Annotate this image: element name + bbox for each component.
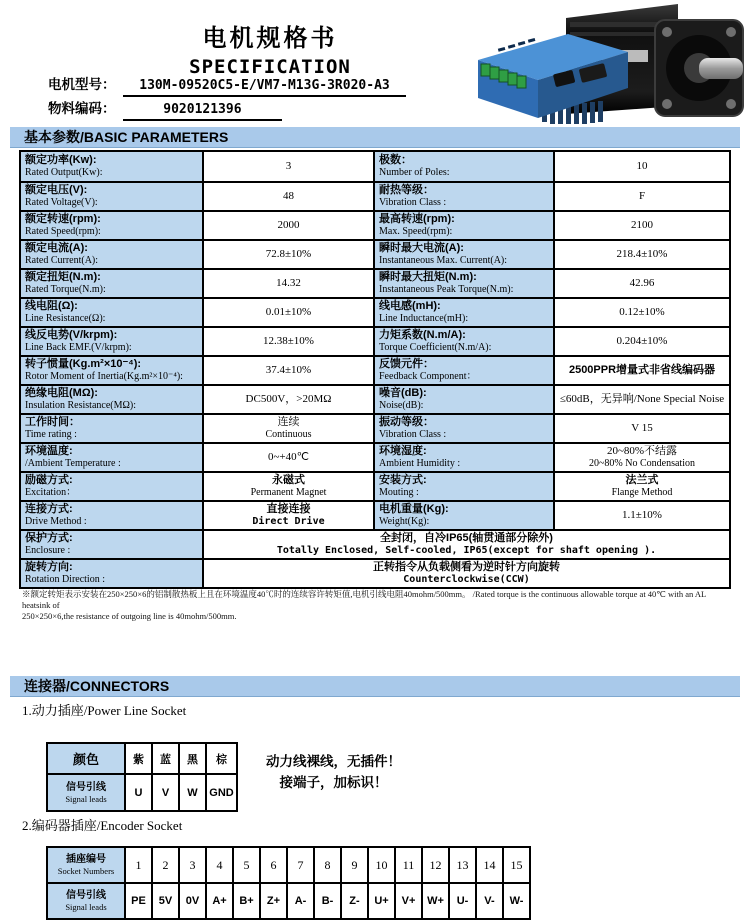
param-label-cell: 额定电压(V): Rated Voltage(V): — [21, 181, 202, 210]
param-label-cell: 转子惯量(Kg.m²×10⁻⁴): Rotor Moment of Inertia(Kg.m²×10⁻⁴): — [21, 355, 202, 384]
param-label-cell: 额定扭矩(N.m): Rated Torque(N.m): — [21, 268, 202, 297]
wire-color-cell: 黑 — [180, 744, 205, 773]
table-row — [21, 355, 729, 384]
table-row — [21, 152, 729, 181]
encoder-signal-cell: 5V — [153, 884, 178, 918]
table-row — [21, 297, 729, 326]
socket-number-cell: 15 — [504, 848, 529, 882]
encoder-signal-cell: PE — [126, 884, 151, 918]
power-socket-heading: 1.动力插座/Power Line Socket — [22, 703, 187, 718]
color-row-label: 颜色 — [48, 744, 124, 773]
param-label-cell: 绝缘电阻(MΩ): Insulation Resistance(MΩ): — [21, 384, 202, 413]
param-value-cell: 20~80%不结露 20~80% No Condensation — [553, 442, 729, 471]
param-label-cell: 线电感(mH): Line Inductance(mH): — [373, 297, 553, 326]
table-row — [21, 442, 729, 471]
param-label-cell: 环境湿度: Ambient Humidity : — [373, 442, 553, 471]
power-signal-cell: W — [180, 775, 205, 810]
table-row — [21, 181, 729, 210]
param-label-cell: 电机重量(Kg): Weight(Kg): — [373, 500, 553, 529]
encoder-signal-cell: 0V — [180, 884, 205, 918]
param-label-cell: 安装方式: Mouting : — [373, 471, 553, 500]
param-label-cell: 旋转方向: Rotation Direction : — [21, 558, 202, 587]
material-code-value: 9020121396 — [123, 102, 281, 121]
socket-number-cell: 11 — [396, 848, 421, 882]
param-value-cell: 2500PPR增量式非省线编码器 — [553, 355, 729, 384]
material-code-label: 物料编码： — [48, 101, 116, 116]
param-value-cell: ≤60dB，无异响/None Special Noise — [553, 384, 729, 413]
table-row — [21, 239, 729, 268]
signal-row-label: 信号引线 Signal leads — [48, 775, 124, 810]
socket-number-cell: 8 — [315, 848, 340, 882]
socket-number-cell: 4 — [207, 848, 232, 882]
basic-parameters-section-header: 基本参数/BASIC PARAMETERS — [10, 127, 740, 148]
param-value-cell-merged: 全封闭，自冷IP65(轴贯通部分除外) Totally Enclosed, Self-cooled, IP65(except for shaft opening ). — [202, 529, 729, 558]
param-value-cell: 1.1±10% — [553, 500, 729, 529]
param-value-cell: 72.8±10% — [202, 239, 373, 268]
power-socket-table — [46, 742, 238, 812]
param-value-cell: 3 — [202, 152, 373, 181]
socket-number-cell: 5 — [234, 848, 259, 882]
table-row-rotation — [21, 558, 729, 587]
motor-shaft — [699, 58, 743, 79]
socket-number-cell: 7 — [288, 848, 313, 882]
socket-number-cell: 1 — [126, 848, 151, 882]
param-label-cell: 励磁方式: Excitation： — [21, 471, 202, 500]
param-value-cell: 0~+40℃ — [202, 442, 373, 471]
param-label-cell: 瞬时最大电流(A): Instantaneous Max. Current(A): — [373, 239, 553, 268]
param-label-cell: 额定功率(Kw): Rated Output(Kw): — [21, 152, 202, 181]
param-value-cell-merged: 正转指令从负载侧看为逆时针方向旋转 Counterclockwise(CCW) — [202, 558, 729, 587]
wire-color-cell: 蓝 — [153, 744, 178, 773]
motor-model-line — [48, 73, 406, 97]
param-value-cell: 14.32 — [202, 268, 373, 297]
power-signal-cell: U — [126, 775, 151, 810]
param-value-cell: 10 — [553, 152, 729, 181]
table-row — [21, 413, 729, 442]
param-value-cell: 直接连接 Direct Drive — [202, 500, 373, 529]
param-value-cell: 2000 — [202, 210, 373, 239]
param-value-cell: 37.4±10% — [202, 355, 373, 384]
table-row — [21, 500, 729, 529]
param-value-cell: DC500V，>20MΩ — [202, 384, 373, 413]
socket-number-cell: 2 — [153, 848, 178, 882]
socket-number-cell: 10 — [369, 848, 394, 882]
param-value-cell: 法兰式 Flange Method — [553, 471, 729, 500]
param-value-cell: 2100 — [553, 210, 729, 239]
encoder-signal-cell: W+ — [423, 884, 448, 918]
encoder-signal-cell: W- — [504, 884, 529, 918]
socket-number-cell: 13 — [450, 848, 475, 882]
material-code-line — [48, 97, 282, 121]
motor-model-value: 130M-09520C5-E/VM7-M13G-3R020-A3 — [123, 78, 405, 97]
power-wire-note: 动力线裸线，无插件！ 接端子，加标识！ — [266, 754, 401, 790]
rated-torque-footnote: ※额定转矩表示安装在250×250×6的铝制散热板上且在环境温度40℃时的连续容许转矩值,电机引线电阻40mohm/500mm。 /Rated torque is the continuous allowable torque at 40℃ with an AL heatsink of 250×250×6,the resistance of outgoing line is 40mohm/500mm. — [22, 589, 706, 621]
encoder-socket-heading: 2.编码器插座/Encoder Socket — [22, 818, 183, 833]
basic-parameters-table — [19, 150, 731, 589]
power-signal-cell: GND — [207, 775, 236, 810]
param-label-cell: 额定电流(A): Rated Current(A): — [21, 239, 202, 268]
encoder-signal-cell: B+ — [234, 884, 259, 918]
param-label-cell: 反馈元件： Feedback Component： — [373, 355, 553, 384]
socket-number-row-label: 插座编号 Socket Numbers — [48, 848, 124, 882]
table-row — [21, 471, 729, 500]
param-label-cell: 最高转速(rpm): Max. Speed(rpm): — [373, 210, 553, 239]
encoder-signal-cell: V- — [477, 884, 502, 918]
param-value-cell: 48 — [202, 181, 373, 210]
param-value-cell: 0.01±10% — [202, 297, 373, 326]
socket-number-cell: 6 — [261, 848, 286, 882]
param-value-cell: 218.4±10% — [553, 239, 729, 268]
encoder-signal-cell: A+ — [207, 884, 232, 918]
table-row — [21, 268, 729, 297]
wire-color-cell: 棕 — [207, 744, 236, 773]
table-row-enclosure — [21, 529, 729, 558]
title-chinese: 电机规格书 — [202, 25, 338, 52]
param-label-cell: 额定转速(rpm): Rated Speed(rpm): — [21, 210, 202, 239]
param-value-cell: F — [553, 181, 729, 210]
encoder-signal-cell: Z+ — [261, 884, 286, 918]
param-label-cell: 线电阻(Ω): Line Resistance(Ω): — [21, 297, 202, 326]
title-english: SPECIFICATION — [189, 56, 351, 78]
param-label-cell: 环境温度: /Ambient Temperature : — [21, 442, 202, 471]
param-label-cell: 力矩系数(N.m/A): Torque Coefficient(N.m/A): — [373, 326, 553, 355]
motor-model-label: 电机型号： — [48, 77, 116, 92]
param-value-cell: V 15 — [553, 413, 729, 442]
param-label-cell: 线反电势(V/krpm): Line Back EMF.(V/krpm): — [21, 326, 202, 355]
encoder-signal-cell: V+ — [396, 884, 421, 918]
param-label-cell: 振动等级： Vibration Class : — [373, 413, 553, 442]
product-photo — [470, 0, 748, 124]
param-value-cell: 永磁式 Permanent Magnet — [202, 471, 373, 500]
signal-row-label: 信号引线 Signal leads — [48, 884, 124, 918]
wire-color-cell: 紫 — [126, 744, 151, 773]
param-label-cell: 瞬时最大扭矩(N.m): Instantaneous Peak Torque(N.m): — [373, 268, 553, 297]
encoder-signal-cell: A- — [288, 884, 313, 918]
encoder-signal-cell: B- — [315, 884, 340, 918]
table-row — [21, 210, 729, 239]
param-value-cell: 0.204±10% — [553, 326, 729, 355]
encoder-signal-cell: U+ — [369, 884, 394, 918]
connectors-section-header: 连接器/CONNECTORS — [10, 676, 740, 697]
encoder-socket-table — [46, 846, 531, 920]
table-row — [21, 326, 729, 355]
socket-number-cell: 3 — [180, 848, 205, 882]
param-label-cell: 耐热等级： Vibration Class : — [373, 181, 553, 210]
param-label-cell: 工作时间： Time rating : — [21, 413, 202, 442]
param-label-cell: 极数： Number of Poles: — [373, 152, 553, 181]
encoder-signal-cell: Z- — [342, 884, 367, 918]
power-signal-cell: V — [153, 775, 178, 810]
socket-number-cell: 9 — [342, 848, 367, 882]
encoder-signal-cell: U- — [450, 884, 475, 918]
param-value-cell: 42.96 — [553, 268, 729, 297]
param-label-cell: 保护方式: Enclosure : — [21, 529, 202, 558]
param-value-cell: 0.12±10% — [553, 297, 729, 326]
table-row — [21, 384, 729, 413]
param-label-cell: 连接方式: Drive Method : — [21, 500, 202, 529]
socket-number-cell: 14 — [477, 848, 502, 882]
param-label-cell: 噪音(dB): Noise(dB): — [373, 384, 553, 413]
document-title — [110, 18, 430, 78]
socket-number-cell: 12 — [423, 848, 448, 882]
param-value-cell: 连续 Continuous — [202, 413, 373, 442]
param-value-cell: 12.38±10% — [202, 326, 373, 355]
